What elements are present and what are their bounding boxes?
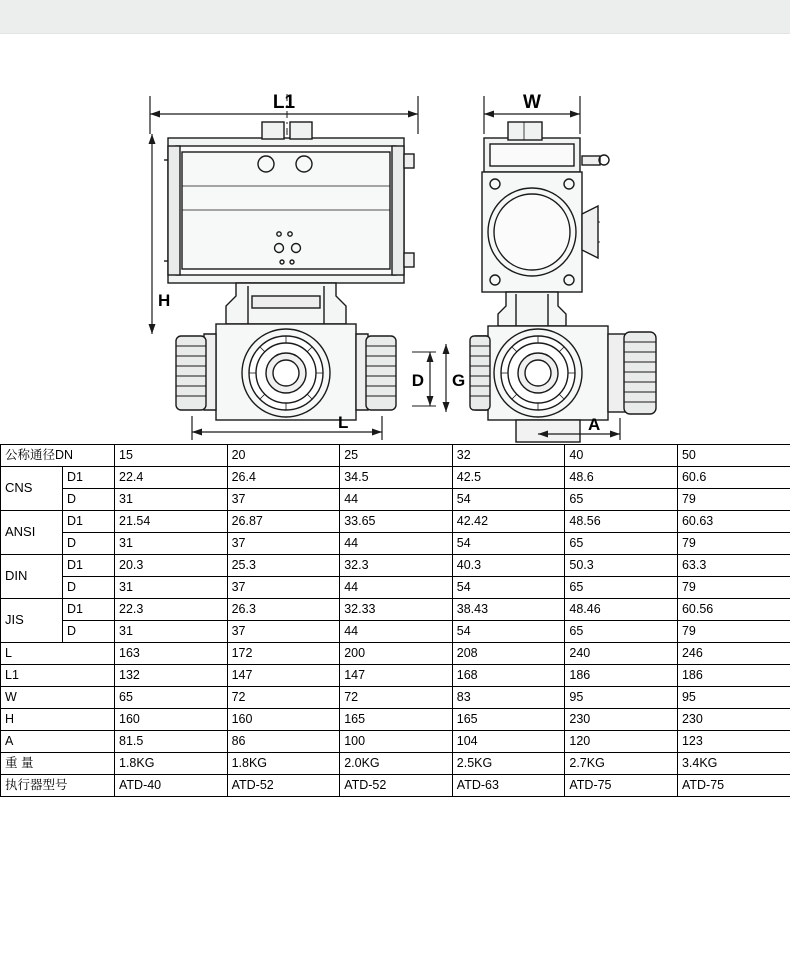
cell-weight-25: 2.0KG bbox=[340, 753, 453, 775]
spec-table-body bbox=[1, 445, 790, 797]
row-label-cns-d1: D1 bbox=[63, 467, 115, 489]
cell-ansi-d1-25: 33.65 bbox=[340, 511, 453, 533]
table-row bbox=[1, 599, 790, 621]
cell-a-25: 100 bbox=[340, 731, 453, 753]
row-label-w: W bbox=[1, 687, 115, 709]
cell-a-40: 120 bbox=[565, 731, 678, 753]
cell-din-d1-40: 50.3 bbox=[565, 555, 678, 577]
cell-weight-20: 1.8KG bbox=[227, 753, 340, 775]
cell-l-32: 208 bbox=[452, 643, 565, 665]
cell-ansi-d-50: 79 bbox=[677, 533, 790, 555]
cell-ansi-d-15: 31 bbox=[115, 533, 228, 555]
row-label-din-d1: D1 bbox=[63, 555, 115, 577]
cell-l1-20: 147 bbox=[227, 665, 340, 687]
cell-l1-15: 132 bbox=[115, 665, 228, 687]
cell-cns-d-15: 31 bbox=[115, 489, 228, 511]
cell-l1-25: 147 bbox=[340, 665, 453, 687]
cell-cns-d1-32: 42.5 bbox=[452, 467, 565, 489]
table-row bbox=[1, 467, 790, 489]
cell-ansi-d1-50: 60.63 bbox=[677, 511, 790, 533]
table-row bbox=[1, 621, 790, 643]
cell-w-32: 83 bbox=[452, 687, 565, 709]
page-topbar bbox=[0, 0, 790, 34]
header-size-20: 20 bbox=[227, 445, 340, 467]
cell-jis-d-15: 31 bbox=[115, 621, 228, 643]
svg-text:H: H bbox=[158, 291, 171, 310]
cell-ansi-d-40: 65 bbox=[565, 533, 678, 555]
cell-cns-d1-15: 22.4 bbox=[115, 467, 228, 489]
cell-actuator-32: ATD-63 bbox=[452, 775, 565, 797]
standard-name-ansi: ANSI bbox=[1, 511, 63, 555]
table-row bbox=[1, 731, 790, 753]
cell-l-20: 172 bbox=[227, 643, 340, 665]
table-row bbox=[1, 511, 790, 533]
cell-din-d-40: 65 bbox=[565, 577, 678, 599]
cell-ansi-d-20: 37 bbox=[227, 533, 340, 555]
cell-din-d1-50: 63.3 bbox=[677, 555, 790, 577]
svg-text:L1: L1 bbox=[272, 92, 296, 113]
cell-ansi-d-32: 54 bbox=[452, 533, 565, 555]
header-size-32: 32 bbox=[452, 445, 565, 467]
cell-jis-d-50: 79 bbox=[677, 621, 790, 643]
row-label-cns-d: D bbox=[63, 489, 115, 511]
svg-text:A: A bbox=[588, 415, 601, 434]
svg-text:L: L bbox=[338, 413, 349, 432]
row-label-h: H bbox=[1, 709, 115, 731]
cell-cns-d-50: 79 bbox=[677, 489, 790, 511]
header-size-50: 50 bbox=[677, 445, 790, 467]
svg-text:G: G bbox=[452, 371, 466, 390]
cell-l-50: 246 bbox=[677, 643, 790, 665]
cell-jis-d-25: 44 bbox=[340, 621, 453, 643]
cell-w-50: 95 bbox=[677, 687, 790, 709]
row-label-ansi-d: D bbox=[63, 533, 115, 555]
cell-actuator-50: ATD-75 bbox=[677, 775, 790, 797]
cell-din-d1-25: 32.3 bbox=[340, 555, 453, 577]
cell-h-20: 160 bbox=[227, 709, 340, 731]
cell-weight-32: 2.5KG bbox=[452, 753, 565, 775]
cell-weight-50: 3.4KG bbox=[677, 753, 790, 775]
cell-cns-d1-40: 48.6 bbox=[565, 467, 678, 489]
cell-cns-d1-20: 26.4 bbox=[227, 467, 340, 489]
cell-cns-d-40: 65 bbox=[565, 489, 678, 511]
cell-din-d-15: 31 bbox=[115, 577, 228, 599]
cell-l1-50: 186 bbox=[677, 665, 790, 687]
table-row bbox=[1, 753, 790, 775]
row-label-jis-d: D bbox=[63, 621, 115, 643]
table-row bbox=[1, 687, 790, 709]
table-row bbox=[1, 489, 790, 511]
cell-w-40: 95 bbox=[565, 687, 678, 709]
row-label-actuator-model: 执行器型号 bbox=[1, 775, 115, 797]
cell-cns-d1-25: 34.5 bbox=[340, 467, 453, 489]
header-size-15: 15 bbox=[115, 445, 228, 467]
cell-din-d-20: 37 bbox=[227, 577, 340, 599]
table-row bbox=[1, 775, 790, 797]
header-dn-label: 公称通径DN bbox=[1, 445, 115, 467]
valve-technical-drawing bbox=[0, 34, 790, 444]
cell-h-15: 160 bbox=[115, 709, 228, 731]
standard-name-cns: CNS bbox=[1, 467, 63, 511]
cell-din-d1-20: 25.3 bbox=[227, 555, 340, 577]
cell-ansi-d1-40: 48.56 bbox=[565, 511, 678, 533]
cell-w-15: 65 bbox=[115, 687, 228, 709]
row-label-ansi-d1: D1 bbox=[63, 511, 115, 533]
cell-h-25: 165 bbox=[340, 709, 453, 731]
cell-jis-d1-40: 48.46 bbox=[565, 599, 678, 621]
cell-cns-d-20: 37 bbox=[227, 489, 340, 511]
drawing-svg bbox=[0, 34, 790, 444]
table-row bbox=[1, 533, 790, 555]
cell-weight-40: 2.7KG bbox=[565, 753, 678, 775]
header-size-25: 25 bbox=[340, 445, 453, 467]
cell-din-d1-32: 40.3 bbox=[452, 555, 565, 577]
cell-jis-d-32: 54 bbox=[452, 621, 565, 643]
row-label-a: A bbox=[1, 731, 115, 753]
page-bottom-whitespace bbox=[0, 797, 790, 907]
row-label-jis-d1: D1 bbox=[63, 599, 115, 621]
cell-h-50: 230 bbox=[677, 709, 790, 731]
cell-l-40: 240 bbox=[565, 643, 678, 665]
cell-actuator-40: ATD-75 bbox=[565, 775, 678, 797]
cell-jis-d-20: 37 bbox=[227, 621, 340, 643]
cell-w-25: 72 bbox=[340, 687, 453, 709]
cell-cns-d1-50: 60.6 bbox=[677, 467, 790, 489]
cell-din-d-50: 79 bbox=[677, 577, 790, 599]
header-size-40: 40 bbox=[565, 445, 678, 467]
cell-h-40: 230 bbox=[565, 709, 678, 731]
cell-jis-d1-32: 38.43 bbox=[452, 599, 565, 621]
table-header-row bbox=[1, 445, 790, 467]
row-label-weight: 重 量 bbox=[1, 753, 115, 775]
cell-jis-d1-20: 26.3 bbox=[227, 599, 340, 621]
cell-a-15: 81.5 bbox=[115, 731, 228, 753]
cell-ansi-d1-15: 21.54 bbox=[115, 511, 228, 533]
cell-ansi-d1-20: 26.87 bbox=[227, 511, 340, 533]
cell-din-d1-15: 20.3 bbox=[115, 555, 228, 577]
standard-name-din: DIN bbox=[1, 555, 63, 599]
cell-actuator-25: ATD-52 bbox=[340, 775, 453, 797]
cell-l-25: 200 bbox=[340, 643, 453, 665]
cell-jis-d1-15: 22.3 bbox=[115, 599, 228, 621]
cell-l1-32: 168 bbox=[452, 665, 565, 687]
cell-actuator-15: ATD-40 bbox=[115, 775, 228, 797]
cell-jis-d-40: 65 bbox=[565, 621, 678, 643]
row-label-l: L bbox=[1, 643, 115, 665]
cell-a-20: 86 bbox=[227, 731, 340, 753]
table-row bbox=[1, 709, 790, 731]
cell-l1-40: 186 bbox=[565, 665, 678, 687]
table-row bbox=[1, 555, 790, 577]
table-row bbox=[1, 577, 790, 599]
table-row bbox=[1, 643, 790, 665]
cell-jis-d1-50: 60.56 bbox=[677, 599, 790, 621]
cell-din-d-32: 54 bbox=[452, 577, 565, 599]
cell-din-d-25: 44 bbox=[340, 577, 453, 599]
specification-table bbox=[0, 444, 790, 797]
row-label-din-d: D bbox=[63, 577, 115, 599]
cell-weight-15: 1.8KG bbox=[115, 753, 228, 775]
cell-cns-d-25: 44 bbox=[340, 489, 453, 511]
cell-jis-d1-25: 32.33 bbox=[340, 599, 453, 621]
cell-a-50: 123 bbox=[677, 731, 790, 753]
cell-l-15: 163 bbox=[115, 643, 228, 665]
cell-a-32: 104 bbox=[452, 731, 565, 753]
cell-w-20: 72 bbox=[227, 687, 340, 709]
table-row bbox=[1, 665, 790, 687]
cell-cns-d-32: 54 bbox=[452, 489, 565, 511]
cell-actuator-20: ATD-52 bbox=[227, 775, 340, 797]
row-label-l1: L1 bbox=[1, 665, 115, 687]
cell-h-32: 165 bbox=[452, 709, 565, 731]
svg-text:D: D bbox=[411, 371, 424, 390]
svg-text:W: W bbox=[523, 92, 541, 113]
standard-name-jis: JIS bbox=[1, 599, 63, 643]
cell-ansi-d1-32: 42.42 bbox=[452, 511, 565, 533]
cell-ansi-d-25: 44 bbox=[340, 533, 453, 555]
